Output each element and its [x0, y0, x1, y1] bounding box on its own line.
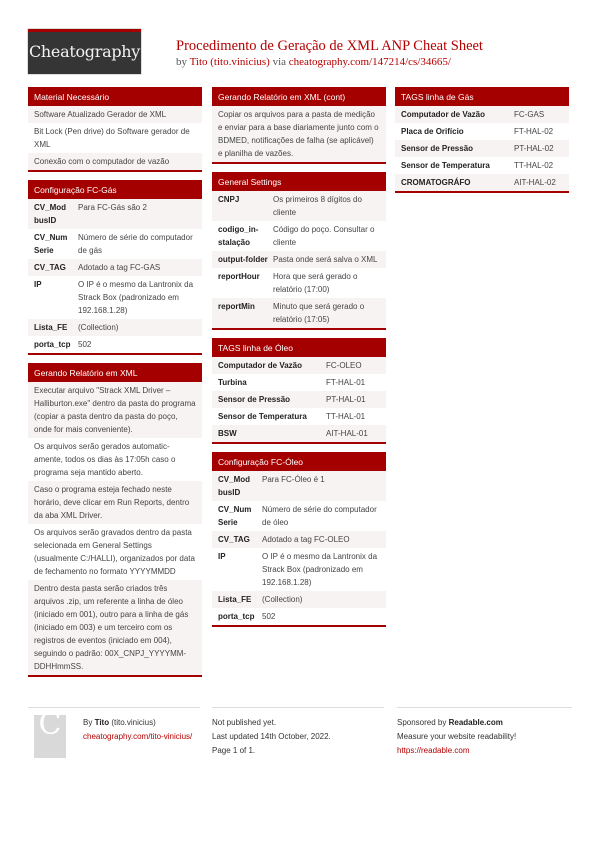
via-label: via [272, 56, 287, 68]
table-row [212, 357, 386, 374]
list-item: Caso o programa esteja fechado neste horário, deve clicar em Run Reports, dentro da aba XML Driver. [28, 481, 202, 524]
row-value: 502 [262, 612, 276, 621]
section-material [28, 87, 202, 172]
column-3 [395, 87, 569, 201]
section-gerando-relatorio [28, 363, 202, 677]
list-item: Copiar os arquivos para a pasta de medição e enviar para a base diariamente junto com o BDMED, notificações de falha (se aplicável) e planilha de vazões. [212, 106, 386, 162]
row-value: Minuto que será gerado o relatório (17:05) [273, 302, 365, 324]
last-updated: Last updated 14th October, 2022. [212, 732, 331, 741]
section-gerando-relatorio-cont [212, 87, 386, 164]
row-value: PT-HAL-01 [326, 395, 366, 404]
section-tags-oleo [212, 338, 386, 444]
row-key: CNPJ [218, 195, 240, 204]
table-row [395, 106, 569, 123]
row-key: reportHour [218, 272, 260, 281]
section-config-fc-oleo [212, 452, 386, 627]
table-row [212, 221, 386, 251]
table-row [212, 268, 386, 298]
row-value: Número de série do computador de gás [78, 233, 193, 255]
row-key: codigo_in-stalação [218, 225, 259, 247]
row-value: Os primeiros 8 dígitos do cliente [273, 195, 362, 217]
table-row [212, 548, 386, 591]
list-item: Os arquivos serão gravados dentro da pasta selecionada em General Settings (usualmente C:/HALLI), organizados por data de fechamento no formato YYYYMMDD [28, 524, 202, 580]
cheatography-logo[interactable] [28, 29, 141, 74]
row-key: CV_Mod busID [218, 475, 250, 497]
row-key: CV_TAG [34, 263, 66, 272]
sponsored-label: Sponsored by [397, 718, 447, 727]
list-item: Executar arquivo "Strack XML Driver – Halliburton.exe" dentro da pasta do programa (copiar a pasta dentro da pasta do poço, onde for mais conveniente). [28, 382, 202, 438]
row-key: Sensor de Pressão [401, 144, 474, 153]
row-key: IP [218, 552, 226, 561]
row-key: CROMATOGRÁFO [401, 178, 471, 187]
table-row [212, 191, 386, 221]
section-title: Material Necessário [28, 87, 202, 106]
row-key: BSW [218, 429, 237, 438]
row-key: porta_tcp [218, 612, 255, 621]
sponsor-link[interactable]: https://readable.com [397, 746, 470, 755]
row-key: Sensor de Temperatura [401, 161, 490, 170]
table-row [28, 336, 202, 353]
row-value: (Collection) [262, 595, 303, 604]
section-title: Gerando Relatório em XML [28, 363, 202, 382]
row-key: Computador de Vazão [218, 361, 303, 370]
row-value: (Collection) [78, 323, 119, 332]
row-key: Sensor de Pressão [218, 395, 291, 404]
row-value: TT-HAL-02 [514, 161, 554, 170]
row-key: Lista_FE [34, 323, 68, 332]
row-value: FT-HAL-02 [514, 127, 554, 136]
table-row [212, 298, 386, 328]
row-value: AIT-HAL-02 [514, 178, 556, 187]
sheet-url-link[interactable]: cheatography.com/147214/cs/34665/ [288, 56, 451, 68]
row-key: CV_Mod busID [34, 203, 66, 225]
table-row [212, 471, 386, 501]
row-key: Lista_FE [218, 595, 252, 604]
table-row [212, 501, 386, 531]
table-row [212, 608, 386, 625]
logo-text: Cheatography [28, 42, 141, 61]
row-value: O IP é o mesmo da Lantronix da Strack Box (padronizado em 192.168.1.28) [78, 280, 194, 315]
avatar[interactable] [34, 707, 66, 758]
footer-meta [212, 707, 384, 758]
author-handle: (tito.vinicius) [111, 718, 156, 727]
author-profile-link[interactable]: cheatography.com/tito-vinicius/ [83, 732, 193, 741]
row-value: PT-HAL-02 [514, 144, 554, 153]
row-key: CV_Num Serie [34, 233, 68, 255]
section-title: TAGS linha de Gás [395, 87, 569, 106]
table-row [395, 174, 569, 191]
table-row [212, 591, 386, 608]
section-config-fc-gas [28, 180, 202, 355]
footer-author [28, 707, 200, 744]
table-row [28, 199, 202, 229]
row-value: Para FC-Óleo é 1 [262, 475, 325, 484]
row-key: reportMin [218, 302, 255, 311]
byline [176, 56, 483, 68]
table-row [212, 391, 386, 408]
title-block [176, 38, 483, 68]
row-key: output-folder [218, 255, 268, 264]
table-row [28, 319, 202, 336]
author-line [83, 716, 200, 730]
list-item: Software Atualizado Gerador de XML [28, 106, 202, 123]
table-row [395, 123, 569, 140]
row-key: Placa de Orifício [401, 127, 464, 136]
row-key: IP [34, 280, 42, 289]
column-1 [28, 87, 202, 685]
sheet-header [28, 29, 568, 74]
section-title: Configuração FC-Óleo [212, 452, 386, 471]
row-key: porta_tcp [34, 340, 71, 349]
footer-sponsor [397, 707, 572, 758]
table-row [212, 425, 386, 442]
table-row [212, 251, 386, 268]
by-label: by [176, 56, 187, 68]
by-label: By [83, 718, 93, 727]
row-value: FT-HAL-01 [326, 378, 366, 387]
row-key: Computador de Vazão [401, 110, 486, 119]
row-value: Para FC-Gás são 2 [78, 203, 147, 212]
row-key: CV_TAG [218, 535, 250, 544]
table-row [212, 374, 386, 391]
column-2 [212, 87, 386, 635]
table-row [212, 408, 386, 425]
row-value: Número de série do computador de óleo [262, 505, 377, 527]
list-item: Bit Lock (Pen drive) do Software gerador de XML [28, 123, 202, 153]
table-row [28, 259, 202, 276]
row-value: Pasta onde será salva o XML [273, 255, 378, 264]
row-value: O IP é o mesmo da Lantronix da Strack Box (padronizado em 192.168.1.28) [262, 552, 378, 587]
row-value: Código do poço. Consultar o cliente [273, 225, 375, 247]
avatar-letter: C [38, 707, 62, 742]
row-key: Sensor de Temperatura [218, 412, 307, 421]
row-value: FC-OLEO [326, 361, 362, 370]
row-value: Adotado a tag FC-OLEO [262, 535, 350, 544]
row-key: CV_Num Serie [218, 505, 252, 527]
table-row [395, 140, 569, 157]
section-general-settings [212, 172, 386, 330]
section-tags-gas [395, 87, 569, 193]
row-key: Turbina [218, 378, 247, 387]
table-row [28, 229, 202, 259]
author-link[interactable]: Tito (tito.vinicius) [189, 56, 270, 68]
row-value: AIT-HAL-01 [326, 429, 368, 438]
published-status: Not published yet. [212, 718, 277, 727]
section-title: General Settings [212, 172, 386, 191]
section-title: TAGS linha de Óleo [212, 338, 386, 357]
sponsor-line [397, 716, 572, 730]
list-item: Conexão com o computador de vazão [28, 153, 202, 170]
table-row [395, 157, 569, 174]
list-item: Dentro desta pasta serão criados três arquivos .zip, um referente a linha de óleo (iniciado em 001), outro para a linha de gás (iniciado em 003) e um terceiro com os registros de eventos (iniciado em 004), seguindo o padrão: 00X_CNPJ_YYYYMM-DDHHmmSS. [28, 580, 202, 675]
table-row [212, 531, 386, 548]
author-name: Tito [94, 718, 110, 727]
row-value: Adotado a tag FC-GAS [78, 263, 161, 272]
page-count: Page 1 of 1. [212, 746, 256, 755]
sheet-title: Procedimento de Geração de XML ANP Cheat Sheet [176, 38, 483, 54]
row-value: FC-GAS [514, 110, 545, 119]
section-title: Configuração FC-Gás [28, 180, 202, 199]
row-value: 502 [78, 340, 92, 349]
sponsor-name: Readable.com [448, 718, 503, 727]
list-item: Os arquivos serão gerados automatic-amente, todos os dias às 17:05h caso o programa seja mantido aberto. [28, 438, 202, 481]
table-row [28, 276, 202, 319]
row-value: Hora que será gerado o relatório (17:00) [273, 272, 358, 294]
sponsor-tagline: Measure your website readability! [397, 732, 517, 741]
section-title: Gerando Relatório em XML (cont) [212, 87, 386, 106]
row-value: TT-HAL-01 [326, 412, 366, 421]
